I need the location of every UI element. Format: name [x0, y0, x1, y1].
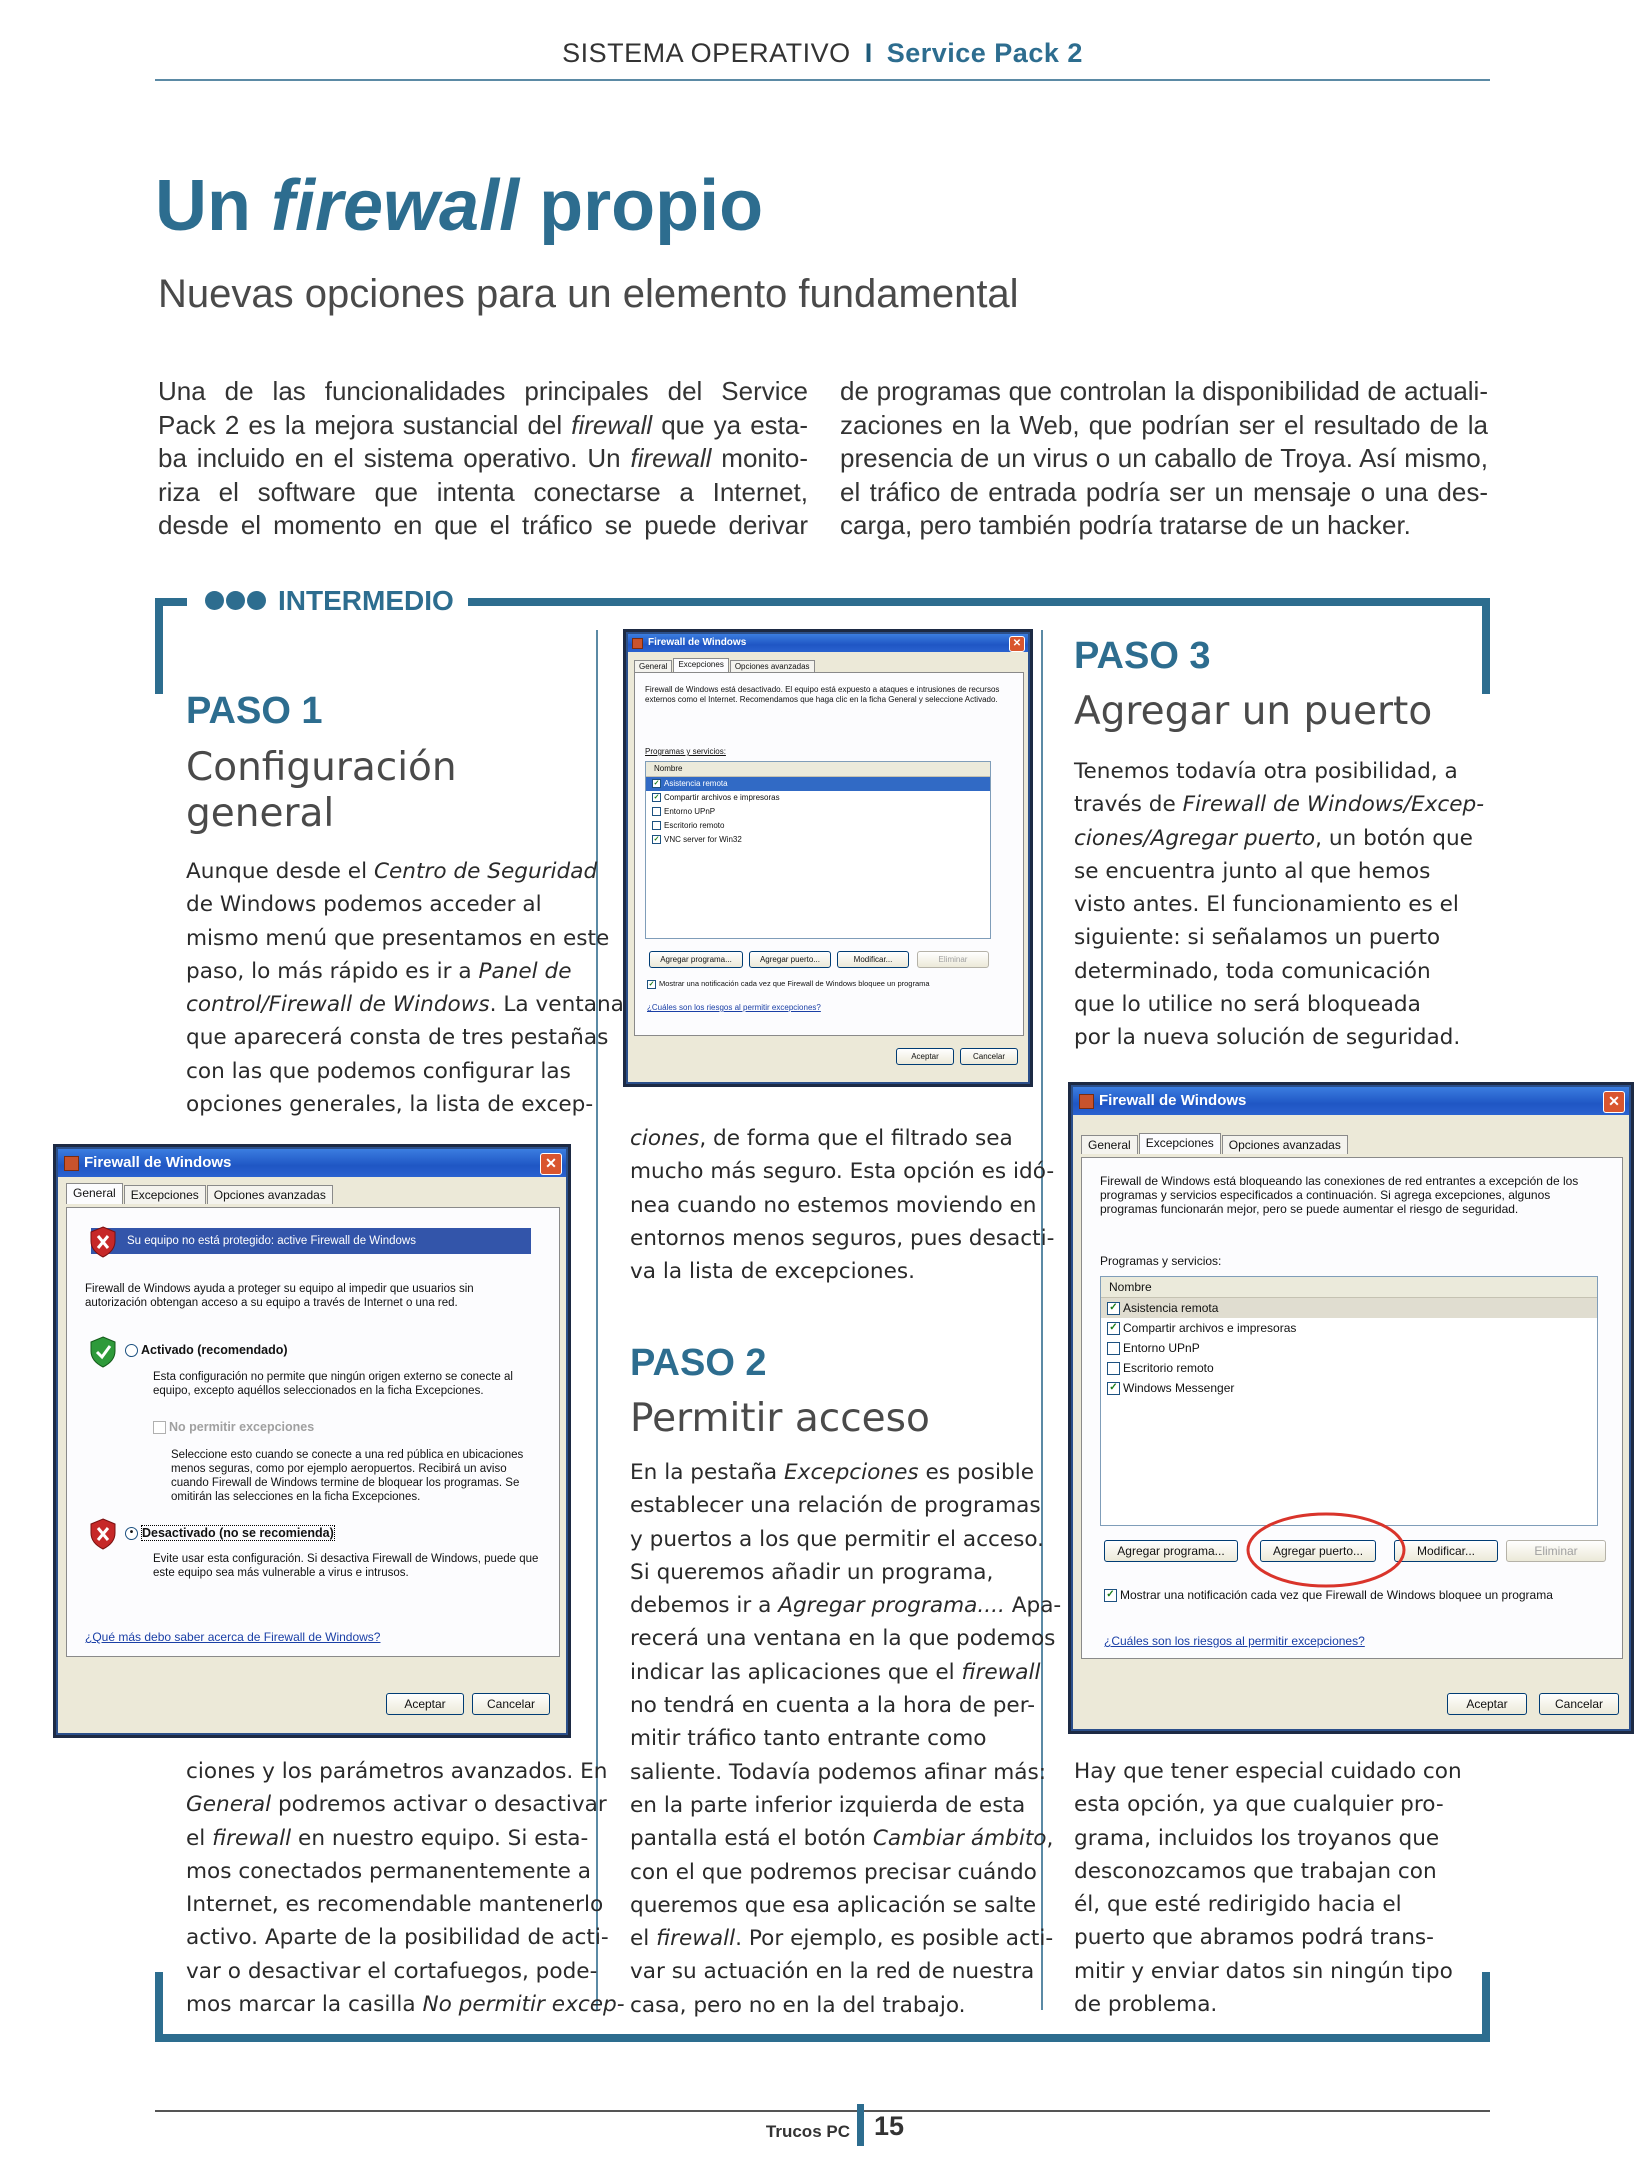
- text-line: desde el momento en que el tráfico se puede derivar: [158, 510, 808, 540]
- text-line: desconozcamos que trabajan con: [1074, 1858, 1437, 1884]
- footer-bar: [857, 2104, 864, 2146]
- checkbox-icon: [652, 807, 661, 816]
- text-line: activo. Aparte de la posibilidad de acti-: [186, 1925, 609, 1951]
- frame-bottom: [155, 2034, 1490, 2042]
- tab-general[interactable]: General: [66, 1183, 123, 1204]
- tab-panel: [66, 1207, 560, 1657]
- list-item-label: Asistencia remota: [1123, 1301, 1219, 1315]
- aceptar-button[interactable]: Aceptar: [386, 1693, 464, 1715]
- notify-label: Mostrar una notificación cada vez que Firewall de Windows bloquee un programa: [659, 979, 930, 988]
- paso1-label: PASO 1: [186, 690, 323, 732]
- aceptar-button[interactable]: Aceptar: [896, 1048, 954, 1065]
- list-item[interactable]: [1101, 1338, 1597, 1358]
- title-part2: propio: [539, 166, 764, 246]
- text-line: zaciones en la Web, que podrían ser el resultado de la: [840, 409, 1488, 440]
- highlight-circle: [1241, 1505, 1411, 1595]
- paso1-title-line2: general: [186, 791, 335, 836]
- level-dot-icon: [247, 591, 266, 610]
- text-line: presencia de un virus o un caballo de Troya. Así mismo,: [840, 443, 1488, 473]
- title-part1: Un: [155, 166, 251, 246]
- list-header-nombre[interactable]: Nombre: [1101, 1277, 1597, 1298]
- checkbox-icon: [153, 1421, 166, 1434]
- text-line: Una de las funcionalidades principales del Service: [158, 376, 808, 406]
- text-line: través de Firewall de Windows/Excep-: [1074, 792, 1485, 818]
- text-line: ba incluido en el sistema operativo. Un firewall monito-: [158, 443, 808, 473]
- shield-red-icon: [89, 1226, 117, 1258]
- text-line: se encuentra junto al que hemos: [1074, 858, 1431, 884]
- tab-excepciones[interactable]: Excepciones: [124, 1185, 206, 1204]
- radio-activado[interactable]: [125, 1343, 288, 1357]
- checkbox-icon: [1107, 1342, 1120, 1355]
- frame-right-bottom-bracket: [1482, 1972, 1490, 2042]
- dialog-firewall-general: [56, 1147, 568, 1735]
- radio-activado-label: Activado (recomendado): [141, 1343, 288, 1357]
- list-item[interactable]: [646, 805, 990, 819]
- text-line: Si queremos añadir un programa,: [630, 1559, 994, 1585]
- dialog-tabs: [66, 1185, 334, 1206]
- checkbox-checked-icon: ✓: [648, 980, 655, 988]
- checkbox-checked-icon: ✓: [1107, 1322, 1120, 1335]
- text-line: mismo menú que presentamos en este: [186, 925, 610, 951]
- text-line: de Windows podemos acceder al: [186, 892, 542, 918]
- text-line: él, que esté redirigido hacia el: [1074, 1892, 1402, 1918]
- footer-magazine: Trucos PC: [765, 2122, 850, 2141]
- text-line: que aparecerá consta de tres pestañas: [186, 1025, 609, 1051]
- dialog-titlebar: [58, 1149, 566, 1177]
- checkbox-icon: [652, 821, 661, 830]
- text-line: de programas que controlan la disponibilidad de actuali-: [840, 376, 1488, 406]
- text-line: Aunque desde el Centro de Seguridad: [186, 859, 598, 884]
- agregar-programa-button[interactable]: Agregar programa...: [1104, 1540, 1238, 1562]
- radio-icon: [125, 1344, 138, 1357]
- checkbox-checked-icon: ✓: [653, 794, 660, 802]
- list-item[interactable]: [1101, 1378, 1597, 1398]
- checkbox-checked-icon: ✓: [1107, 1382, 1120, 1395]
- list-item[interactable]: [646, 819, 990, 833]
- activado-desc: Esta configuración no permite que ningún origen externo se conecte al equipo, excepto aquéllos seleccionados en la ficha Excepciones.: [153, 1371, 513, 1397]
- exceptions-intro: Firewall de Windows está bloqueando las conexiones de red entrantes a excepción de los programas y servicios especificados a continuación. Si agrega excepciones, algunos programas funcionarán mejor, pero se puede aumentar el riesgo de seguridad.: [1100, 1174, 1579, 1216]
- footer-rule: [155, 2110, 1490, 2112]
- text-line: no tendrá en cuenta a la hora de per-: [630, 1693, 1036, 1719]
- agregar-puerto-button[interactable]: Agregar puerto...: [749, 951, 831, 968]
- tab-general[interactable]: General: [1081, 1135, 1138, 1154]
- paso1-text-bottom: [186, 1755, 625, 2021]
- list-item[interactable]: [646, 777, 990, 791]
- text-line: saliente. Todavía podemos afinar más:: [630, 1759, 1047, 1785]
- paso1-title: [186, 745, 457, 837]
- firewall-app-icon: [632, 638, 643, 649]
- list-item[interactable]: [1101, 1298, 1597, 1318]
- text-line: en la parte inferior izquierda de esta: [630, 1792, 1026, 1818]
- header-topic: Service Pack 2: [886, 38, 1083, 68]
- no-permitir-label: No permitir excepciones: [169, 1420, 315, 1434]
- risks-link[interactable]: ¿Cuáles son los riesgos al permitir excepciones?: [647, 1003, 821, 1012]
- checkbox-no-permitir[interactable]: [153, 1420, 314, 1434]
- cancelar-button[interactable]: Cancelar: [472, 1693, 550, 1715]
- level-label: INTERMEDIO: [278, 585, 454, 616]
- text-line: grama, incluidos los troyanos que: [1074, 1825, 1440, 1851]
- list-item[interactable]: [1101, 1358, 1597, 1378]
- text-line: var su actuación en la red de nuestra: [630, 1959, 1035, 1985]
- list-item-label: Asistencia remota: [664, 779, 728, 788]
- tab-excepciones[interactable]: Excepciones: [673, 658, 728, 672]
- agregar-programa-button[interactable]: Agregar programa...: [649, 951, 743, 968]
- dialog-title: Firewall de Windows: [1099, 1092, 1247, 1109]
- aceptar-button[interactable]: Aceptar: [1447, 1693, 1527, 1715]
- firewall-app-icon: [1079, 1094, 1094, 1109]
- cancelar-button[interactable]: Cancelar: [1539, 1693, 1619, 1715]
- paso3-title: Agregar un puerto: [1074, 689, 1433, 734]
- list-item-label: Compartir archivos e impresoras: [1123, 1321, 1297, 1335]
- close-icon[interactable]: ✕: [1603, 1091, 1625, 1113]
- eliminar-button[interactable]: Eliminar: [917, 951, 989, 968]
- paso3-text-bottom: [1074, 1755, 1462, 2021]
- text-line: entornos menos seguros, pues desacti-: [630, 1225, 1055, 1251]
- text-line: determinado, toda comunicación: [1074, 958, 1431, 984]
- text-line: pantalla está el botón Cambiar ámbito,: [630, 1826, 1054, 1852]
- list-item[interactable]: [1101, 1318, 1597, 1338]
- page-number: 15: [874, 2111, 905, 2141]
- text-line: el firewall. Por ejemplo, es posible acti-: [630, 1926, 1054, 1952]
- eliminar-button[interactable]: Eliminar: [1506, 1540, 1606, 1562]
- close-icon[interactable]: ✕: [540, 1153, 562, 1175]
- more-info-link[interactable]: ¿Qué más debo saber acerca de Firewall de Windows?: [85, 1630, 381, 1644]
- text-line: mitir y enviar datos sin ningún tipo: [1074, 1958, 1453, 1984]
- text-line: Hay que tener especial cuidado con: [1074, 1759, 1462, 1784]
- shield-green-icon: [89, 1336, 117, 1368]
- list-item-label: Entorno UPnP: [664, 807, 716, 816]
- dialog-titlebar: [1073, 1087, 1629, 1115]
- header-section: SISTEMA OPERATIVO: [562, 38, 851, 68]
- tab-opciones-avanzadas[interactable]: Opciones avanzadas: [730, 660, 815, 672]
- text-line: General podremos activar o desactivar: [186, 1792, 607, 1818]
- title-italic: firewall: [271, 166, 520, 246]
- text-line: que lo utilice no será bloqueada: [1074, 992, 1421, 1018]
- tab-opciones-avanzadas[interactable]: Opciones avanzadas: [207, 1185, 333, 1204]
- warning-text: Su equipo no está protegido: active Firewall de Windows: [127, 1235, 416, 1247]
- modificar-button[interactable]: Modificar...: [1394, 1540, 1498, 1562]
- text-line: casa, pero no en la del trabajo.: [630, 1992, 966, 2018]
- dialog-firewall-exceptions-small: [626, 632, 1030, 1084]
- col2-text-top: [630, 1122, 1054, 1288]
- agregar-puerto-button[interactable]: Agregar puerto...: [1260, 1540, 1376, 1562]
- exceptions-intro: Firewall de Windows está desactivado. El equipo está expuesto a ataques e intrusiones de recursos externos como el Internet. Recomendamos que haga clic en la ficha General y seleccione Activado.: [645, 685, 1000, 704]
- list-item-label: Escritorio remoto: [1123, 1361, 1214, 1375]
- desactivado-desc: Evite usar esta configuración. Si desactiva Firewall de Windows, puede que este equipo sea más vulnerable a virus e intrusos.: [153, 1553, 539, 1579]
- text-line: Tenemos todavía otra posibilidad, a: [1074, 759, 1458, 784]
- notify-label: Mostrar una notificación cada vez que Firewall de Windows bloquee un programa: [1120, 1588, 1553, 1602]
- general-intro: Firewall de Windows ayuda a proteger su equipo al impedir que usuarios sin autorización obtengan acceso a su equipo a través de Internet o una red.: [85, 1283, 474, 1309]
- paso2-text: [630, 1456, 1061, 2022]
- article-title: [155, 165, 763, 247]
- text-line: Internet, es recomendable mantenerlo: [186, 1892, 604, 1918]
- text-line: recerá una ventana en la que podemos: [630, 1626, 1056, 1652]
- shield-red-icon: [89, 1518, 117, 1550]
- paso1-title-line1: Configuración: [186, 745, 457, 790]
- text-line: visto antes. El funcionamiento es el: [1074, 892, 1459, 918]
- text-line: carga, pero también podría tratarse de un hacker.: [840, 510, 1411, 540]
- checkbox-checked-icon: ✓: [1107, 1302, 1120, 1315]
- radio-selected-icon: •: [125, 1527, 138, 1540]
- list-label: Programas y servicios:: [645, 747, 726, 756]
- article-subtitle: Nuevas opciones para un elemento fundamental: [158, 272, 1019, 316]
- frame-top-right-segment: [468, 598, 1490, 606]
- list-item-label: Windows Messenger: [1123, 1381, 1235, 1395]
- list-item-label: VNC server for Win32: [664, 835, 742, 844]
- frame-right-top-bracket: [1482, 598, 1490, 694]
- programs-list[interactable]: [645, 761, 991, 939]
- dialog-tabs: [1081, 1135, 1349, 1156]
- text-line: riza el software que intenta conectarse a Internet,: [158, 476, 808, 507]
- text-line: ciones y los parámetros avanzados. En: [186, 1759, 608, 1784]
- text-line: con las que podemos configurar las: [186, 1058, 571, 1084]
- text-line: indicar las aplicaciones que el firewall: [630, 1659, 1041, 1685]
- intro-left-column: [158, 375, 808, 543]
- tab-panel: [634, 672, 1024, 1036]
- tab-excepciones[interactable]: Excepciones: [1139, 1133, 1221, 1154]
- checkbox-checked-icon: ✓: [653, 836, 660, 844]
- level-dot-icon: [226, 591, 245, 610]
- risks-link[interactable]: ¿Cuáles son los riesgos al permitir excepciones?: [1104, 1634, 1365, 1648]
- radio-desactivado[interactable]: [125, 1526, 335, 1540]
- paso2-title: Permitir acceso: [630, 1396, 930, 1441]
- close-icon[interactable]: ✕: [1009, 636, 1025, 652]
- text-line: debemos ir a Agregar programa.... Apa-: [630, 1593, 1062, 1619]
- text-line: y puertos a los que permitir el acceso.: [630, 1526, 1045, 1552]
- text-line: va la lista de excepciones.: [630, 1259, 915, 1285]
- text-line: de problema.: [1074, 1992, 1218, 2018]
- notify-checkbox[interactable]: [647, 977, 930, 991]
- frame-left-top-bracket: [155, 598, 163, 694]
- list-item-label: Entorno UPnP: [1123, 1341, 1200, 1355]
- paso3-text-top: [1074, 755, 1484, 1055]
- list-item[interactable]: [646, 833, 990, 847]
- dialog-firewall-exceptions-large: [1071, 1085, 1631, 1731]
- tab-general[interactable]: General: [634, 660, 672, 672]
- text-line: el tráfico de entrada podría ser un mensaje o una des-: [840, 476, 1488, 507]
- level-dot-icon: [205, 591, 224, 610]
- programs-list[interactable]: [1100, 1276, 1598, 1526]
- text-line: mos conectados permanentemente a: [186, 1858, 592, 1884]
- text-line: puerto que abramos podrá trans-: [1074, 1925, 1434, 1951]
- text-line: queremos que esa aplicación se salte: [630, 1892, 1037, 1918]
- text-line: Pack 2 es la mejora sustancial del firewall que ya esta-: [158, 409, 809, 440]
- text-line: En la pestaña Excepciones es posible: [630, 1460, 1035, 1485]
- text-line: establecer una relación de programas: [630, 1493, 1041, 1519]
- text-line: esta opción, ya que cualquier pro-: [1074, 1792, 1444, 1818]
- dialog-title: Firewall de Windows: [648, 637, 747, 648]
- text-line: ciones/Agregar puerto, un botón que: [1074, 825, 1473, 851]
- list-item[interactable]: [646, 791, 990, 805]
- header-rule: [155, 79, 1490, 81]
- text-line: siguiente: si señalamos un puerto: [1074, 925, 1441, 951]
- text-line: nea cuando no estemos moviendo en: [630, 1192, 1037, 1218]
- difficulty-level: [205, 585, 454, 617]
- radio-desactivado-label: Desactivado (no se recomienda): [142, 1526, 334, 1540]
- text-line: mos marcar la casilla No permitir excep-: [186, 1992, 625, 2018]
- firewall-app-icon: [64, 1156, 79, 1171]
- text-line: ciones, de forma que el filtrado sea: [630, 1126, 1013, 1151]
- checkbox-icon: [1107, 1362, 1120, 1375]
- text-line: el firewall en nuestro equipo. Si esta-: [186, 1825, 589, 1851]
- text-line: opciones generales, la lista de excep-: [186, 1092, 594, 1118]
- frame-left-bottom-bracket: [155, 1972, 163, 2042]
- dialog-titlebar: [628, 634, 1028, 652]
- text-line: paso, lo más rápido es ir a Panel de: [186, 958, 572, 984]
- checkbox-checked-icon: ✓: [1104, 1589, 1117, 1602]
- no-permitir-desc: Seleccione esto cuando se conecte a una red pública en ubicaciones menos seguras, como por ejemplo aeropuertos. Recibirá un aviso cuando Firewall de Windows termine de bloquear los programas. Se omitirán las selecciones en la ficha Excepciones.: [171, 1449, 524, 1503]
- dialog-title: Firewall de Windows: [84, 1154, 232, 1171]
- paso3-label: PASO 3: [1074, 635, 1211, 677]
- list-label: Programas y servicios:: [1100, 1254, 1222, 1268]
- text-line: mitir tráfico tanto entrante como: [630, 1726, 987, 1752]
- header-separator: I: [864, 38, 873, 68]
- text-line: control/Firewall de Windows. La ventana: [186, 992, 624, 1018]
- running-header: [155, 38, 1490, 69]
- tab-opciones-avanzadas[interactable]: Opciones avanzadas: [1222, 1135, 1348, 1154]
- list-header-nombre[interactable]: Nombre: [646, 762, 990, 777]
- paso1-text-top: [186, 855, 624, 1121]
- list-item-label: Compartir archivos e impresoras: [664, 793, 780, 802]
- checkbox-checked-icon: ✓: [653, 780, 660, 788]
- list-item-label: Escritorio remoto: [664, 821, 725, 830]
- modificar-button[interactable]: Modificar...: [837, 951, 909, 968]
- text-line: mucho más seguro. Esta opción es idó-: [630, 1159, 1055, 1185]
- intro-right-column: [840, 375, 1488, 543]
- cancelar-button[interactable]: Cancelar: [960, 1048, 1018, 1065]
- text-line: por la nueva solución de seguridad.: [1074, 1025, 1461, 1051]
- paso2-label: PASO 2: [630, 1342, 767, 1384]
- text-line: con el que podremos precisar cuándo: [630, 1859, 1037, 1885]
- text-line: var o desactivar el cortafuegos, pode-: [186, 1958, 598, 1984]
